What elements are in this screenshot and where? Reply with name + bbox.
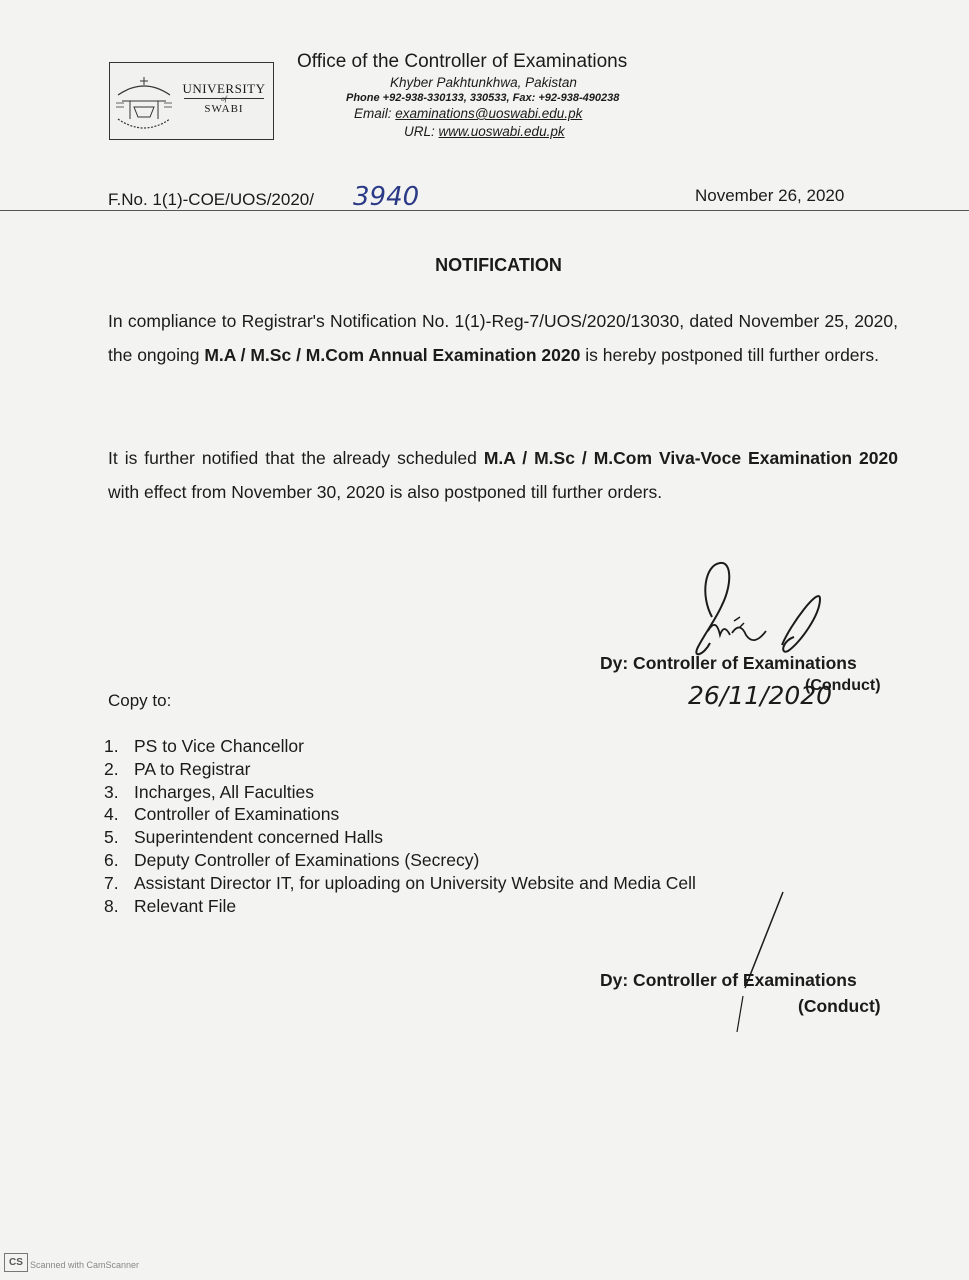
- notification-heading: [0, 255, 969, 276]
- list-item: [104, 759, 696, 782]
- list-item: [104, 804, 696, 827]
- list-item-number: 2.: [104, 758, 119, 779]
- logo-university-text: UNIVERSITY: [182, 81, 266, 96]
- paragraph-viva-voce: [108, 442, 898, 509]
- list-item-text: Deputy Controller of Examinations (Secrecy): [134, 849, 480, 870]
- para1-text-a: In compliance to Registrar's Notification No. 1(1)-Reg-7/UOS/2020/13030, dated November 25, 2020, the ongoing: [108, 311, 898, 365]
- file-number: F.No. 1(1)-COE/UOS/2020/: [108, 190, 314, 209]
- list-item-text: Controller of Examinations: [134, 804, 340, 825]
- list-item-number: 5.: [104, 827, 119, 848]
- signatory-title-2: Dy: Controller of Examinations: [600, 970, 857, 990]
- list-item-text: Relevant File: [134, 895, 237, 916]
- para1-text-c: is hereby postponed till further orders.: [580, 344, 879, 365]
- url-label: URL:: [404, 124, 439, 139]
- office-title: Office of the Controller of Examinations: [297, 51, 628, 72]
- province-text: Khyber Pakhtunkhwa, Pakistan: [390, 75, 577, 90]
- list-item-number: 8.: [104, 895, 119, 916]
- email-line: [354, 106, 582, 121]
- para1-exam-name: M.A / M.Sc / M.Com Annual Examination 2020: [204, 344, 581, 365]
- file-number-handwritten: 3940: [353, 182, 420, 212]
- handwritten-signature-2: [725, 888, 795, 1038]
- signatory-subtitle-2: (Conduct): [798, 996, 881, 1016]
- list-item-text: PA to Registrar: [134, 758, 251, 779]
- camscanner-logo-icon: CS: [4, 1253, 28, 1272]
- list-item-text: Assistant Director IT, for uploading on University Website and Media Cell: [134, 872, 696, 893]
- list-item-text: Incharges, All Faculties: [134, 781, 314, 802]
- list-item-text: PS to Vice Chancellor: [134, 736, 304, 756]
- logo-city-text: SWABI: [204, 103, 244, 115]
- list-item: [104, 850, 696, 873]
- copy-to-label: Copy to:: [108, 691, 172, 710]
- notification-heading-text: NOTIFICATION: [435, 255, 562, 275]
- email-label: Email:: [354, 106, 396, 121]
- list-item-number: 6.: [104, 849, 119, 870]
- logo-of-text: of: [221, 95, 227, 103]
- list-item-number: 4.: [104, 804, 119, 825]
- list-item-number: 7.: [104, 872, 119, 893]
- list-item: [104, 782, 696, 805]
- list-item: [104, 896, 696, 919]
- para2-text-c: with effect from November 30, 2020 is also postponed till further orders.: [108, 481, 663, 502]
- list-item-text: Superintendent concerned Halls: [134, 827, 384, 848]
- university-logo: [109, 62, 274, 140]
- signatory-subtitle-1: (Conduct): [805, 677, 881, 694]
- header-divider: [0, 210, 969, 211]
- copy-distribution-list: [104, 736, 696, 918]
- signatory-title-1: Dy: Controller of Examinations: [600, 653, 857, 673]
- university-emblem-icon: [112, 67, 176, 137]
- letter-date: November 26, 2020: [695, 186, 845, 205]
- list-item-number: 3.: [104, 781, 119, 802]
- phone-fax-text: Phone +92-938-330133, 330533, Fax: +92-938-490238: [346, 92, 620, 104]
- list-item: [104, 827, 696, 850]
- para2-exam-name: M.A / M.Sc / M.Com Viva-Voce Examination 2020: [483, 448, 898, 468]
- email-link[interactable]: examinations@uoswabi.edu.pk: [395, 106, 583, 121]
- url-line: [404, 124, 565, 139]
- camscanner-watermark: Scanned with CamScanner: [30, 1260, 140, 1270]
- para2-text-a: It is further notified that the already scheduled: [108, 448, 484, 468]
- handwritten-sign-date: 26/11/2020: [688, 681, 833, 710]
- list-item-number: 1.: [104, 736, 119, 756]
- list-item: [104, 736, 696, 759]
- paragraph-postponement: [108, 305, 898, 372]
- list-item: [104, 873, 696, 896]
- website-link[interactable]: www.uoswabi.edu.pk: [438, 124, 565, 139]
